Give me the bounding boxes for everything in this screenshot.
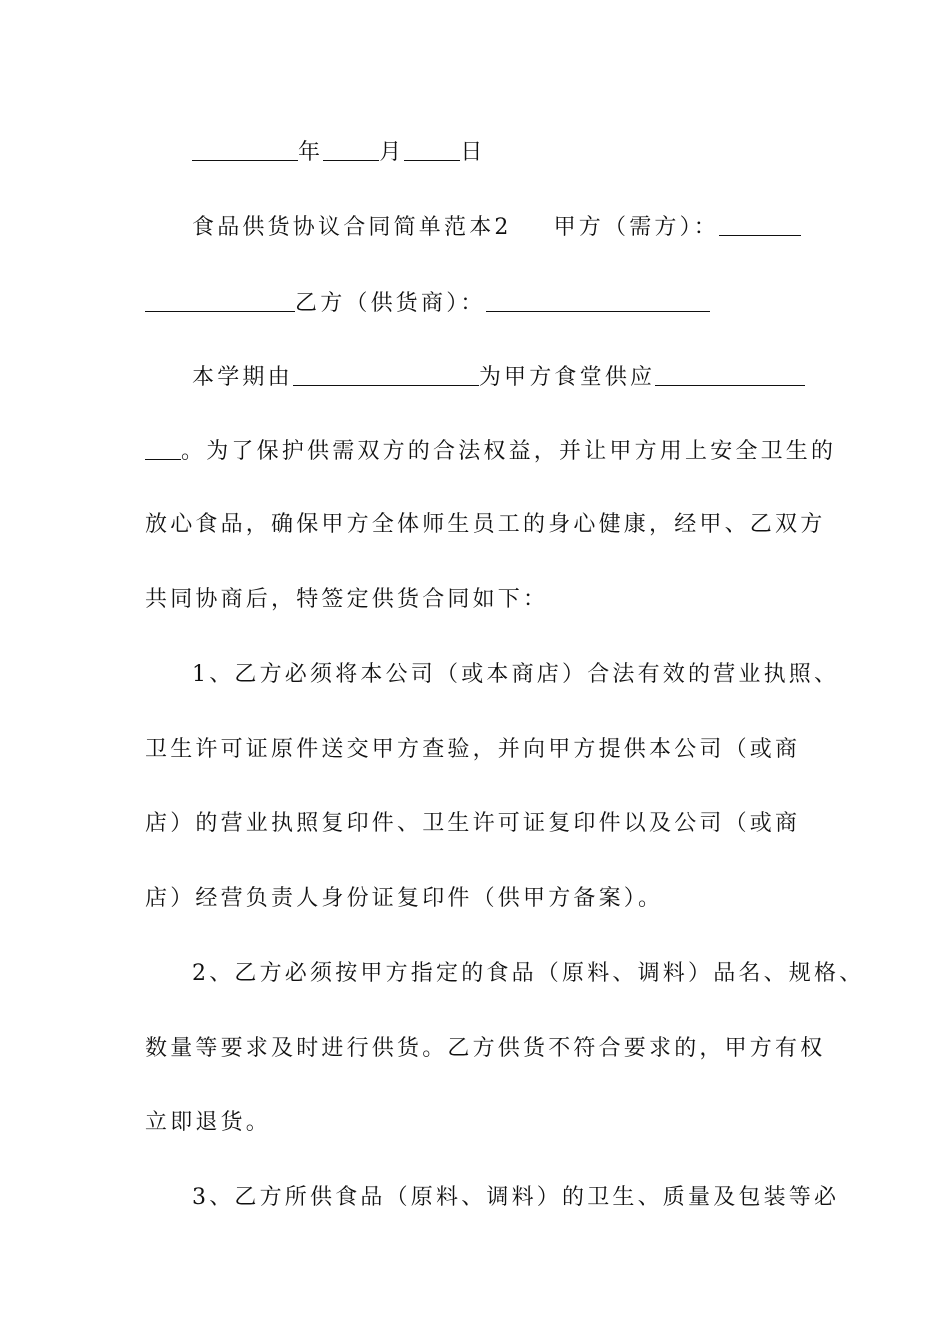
month-blank [323, 132, 379, 161]
clause-1-line-3 [145, 804, 835, 844]
supply-item-blank [655, 357, 805, 386]
clause-2-line-2 [145, 1029, 835, 1069]
party-a-label: 甲方（需方）： [553, 215, 720, 240]
clause-1-line-2 [145, 730, 835, 770]
party-a-blank-continued [145, 283, 295, 312]
party-b-blank [486, 283, 710, 312]
clause-1-text-4: 店）经营负责人身份证复印件（供甲方备案）。 [145, 886, 664, 911]
supply-item-blank-continued [145, 431, 181, 460]
year-blank [192, 132, 298, 161]
intro-middle: 为甲方食堂供应 [478, 365, 656, 390]
title-line [192, 207, 882, 247]
supplier-name-blank [293, 357, 479, 386]
clause-1-text-1: 1、乙方必须将本公司（或本商店）合法有效的营业执照、 [192, 662, 840, 687]
date-line [192, 132, 882, 172]
clause-1-text-2: 卫生许可证原件送交甲方查验，并向甲方提供本公司（或商 [145, 737, 801, 762]
clause-1-line-1 [192, 655, 882, 695]
intro-line-2 [145, 431, 835, 471]
clause-2-line-1 [192, 954, 882, 994]
party-b-line [145, 283, 835, 323]
document-title: 食品供货协议合同简单范本2 [192, 215, 512, 240]
clause-2-text-3: 立即退货。 [145, 1110, 272, 1135]
clause-1-text-3: 店）的营业执照复印件、卫生许可证复印件以及公司（或商 [145, 811, 801, 836]
month-label: 月 [379, 140, 405, 165]
clause-3-line-1 [192, 1178, 882, 1218]
clause-3-text-1: 3、乙方所供食品（原料、调料）的卫生、质量及包装等必 [192, 1185, 840, 1210]
clause-2-line-3 [145, 1103, 835, 1143]
intro-text-3: 放心食品，确保甲方全体师生员工的身心健康，经甲、乙双方 [145, 512, 826, 537]
intro-text-4: 共同协商后，特签定供货合同如下： [145, 587, 549, 612]
clause-1-line-4 [145, 879, 835, 919]
intro-prefix: 本学期由 [192, 365, 293, 390]
year-label: 年 [298, 140, 324, 165]
intro-line-1 [192, 357, 882, 397]
party-b-label: 乙方（供货商）： [295, 291, 486, 316]
party-a-blank [719, 207, 801, 236]
clause-2-text-2: 数量等要求及时进行供货。乙方供货不符合要求的，甲方有权 [145, 1036, 826, 1061]
clause-2-text-1: 2、乙方必须按甲方指定的食品（原料、调料）品名、规格、 [192, 961, 865, 986]
intro-text-2: 。为了保护供需双方的合法权益，并让甲方用上安全卫生的 [181, 439, 837, 464]
day-label: 日 [460, 140, 486, 165]
day-blank [404, 132, 460, 161]
intro-line-4 [145, 580, 835, 620]
intro-line-3 [145, 505, 835, 545]
